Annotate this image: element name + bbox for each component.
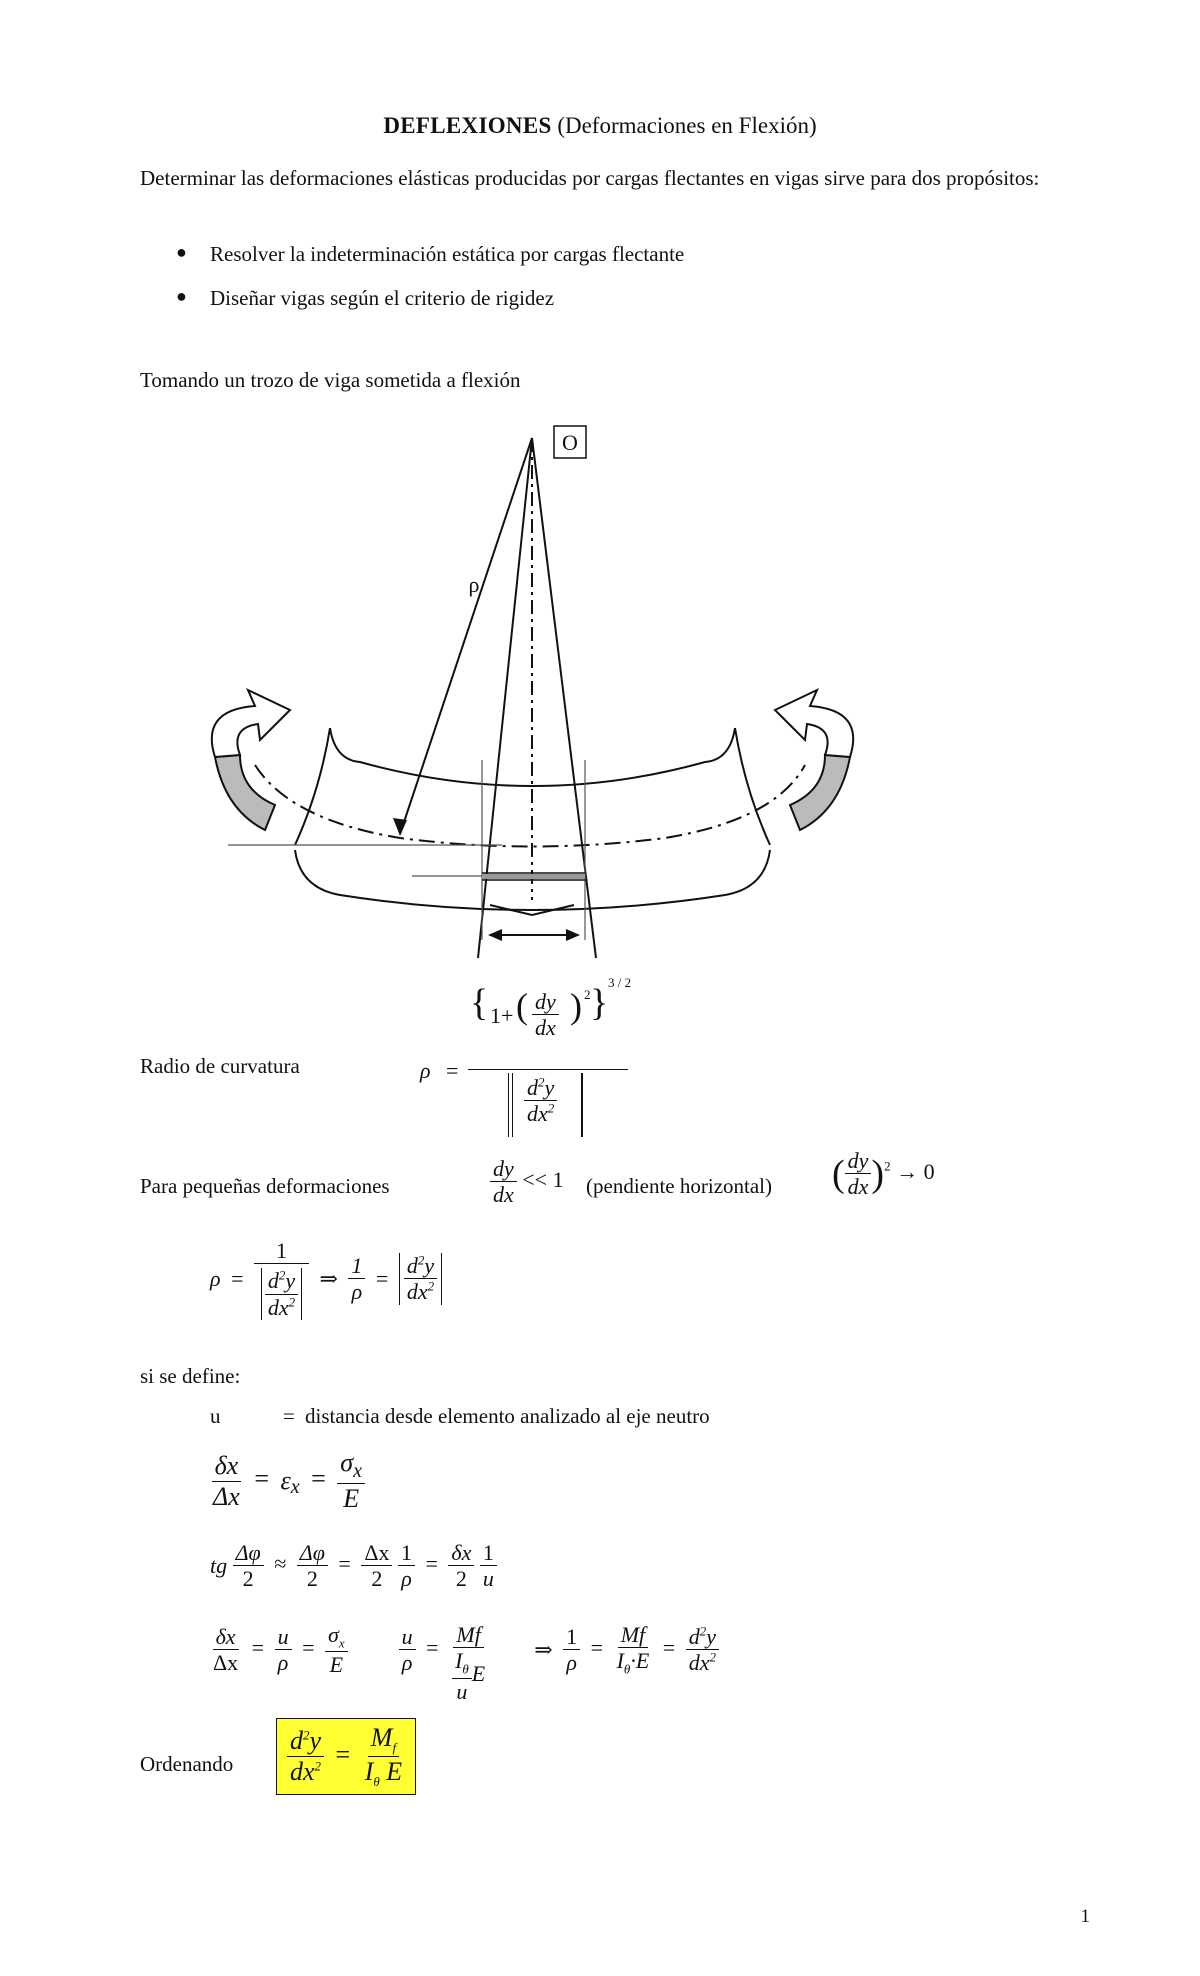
norm-bar-outer-right (582, 1073, 583, 1137)
small-def-dydx: $\frac{dy}{dx}$ (490, 1156, 517, 1208)
relation-formula: $\frac{\delta x}{\Delta x}$ = $\frac{u}{\rho}$ = $\frac{\sigma_x}{E}$ $\frac{u}{\rho}$ = Mf $\frac{I_\theta}{u}$ E ⇒ $\frac{1}{\rho}$ = $\frac{Mf}{I_\theta\cdot E}$ = $\frac{d^2y}{dx^2}$ (210, 1622, 719, 1704)
bullet-dot-icon: ● (176, 286, 187, 306)
paren-close-icon: ) (570, 986, 582, 1026)
small-def-condition (490, 1156, 564, 1208)
curvature-equals: = (446, 1058, 459, 1083)
paren-close-icon: ) (871, 1152, 885, 1195)
curvature-label: Radio de curvatura (140, 1054, 300, 1078)
limit-dydx: $\frac{dy}{dx}$ (845, 1148, 872, 1200)
neutral-axis (255, 765, 805, 847)
element-strip (483, 874, 584, 879)
paren-open-icon: ( (832, 1152, 845, 1195)
moment-arrow-right (775, 690, 853, 830)
bullet-text: Resolver la indeterminación estática por cargas flectante (210, 242, 685, 266)
small-def-cond: << 1 (522, 1166, 564, 1192)
curvature-one-plus: 1+ (490, 1003, 514, 1028)
curvature-rho: ρ (420, 1058, 431, 1083)
curvature-d2ydx2: $\frac{d^2y}{dx^2}$ (524, 1075, 557, 1127)
small-def-note: (pendiente horizontal) (586, 1174, 773, 1198)
curvature-exp: 3 / 2 (608, 975, 632, 990)
brace-close-icon: } (590, 982, 609, 1024)
curvature-fraction-bar (468, 1069, 628, 1070)
bullet-text: Diseñar vigas según el criterio de rigidez (210, 286, 555, 310)
brace-open-icon: { (470, 982, 489, 1024)
dimension-arrow-left (488, 929, 502, 941)
page-title (0, 113, 1200, 139)
curvature-dydx: $\frac{dy}{dx}$ (532, 989, 559, 1041)
curvature-sq: 2 (584, 987, 591, 1002)
origin-label: O (562, 430, 578, 455)
small-def-limit (832, 1148, 935, 1200)
page-number: 1 (1080, 1906, 1090, 1927)
beam-right-end (735, 728, 770, 845)
rho-arrow-head (393, 818, 407, 836)
moment-arrow-left (212, 690, 290, 830)
define-desc: distancia desde elemento analizado al eje neutro (305, 1404, 710, 1428)
final-label: Ordenando (140, 1752, 234, 1776)
tangent-formula: tg $\frac{\Delta\varphi}{2}$ ≈ $\frac{\Delta\varphi}{2}$ = $\frac{\Delta x}{2}$ $\frac{1}{\rho}$ = $\frac{\delta x}{2}$ $\frac{1}{u}$ (210, 1540, 497, 1592)
diagram-intro: Tomando un trozo de viga sometida a flexión (140, 368, 521, 392)
title-main: DEFLEXIONES (383, 113, 552, 138)
strain-formula: $\frac{\delta x}{\Delta x}$ = $\varepsilon_x$ = $\frac{\sigma_x}{E}$ (210, 1448, 365, 1514)
define-label: si se define: (140, 1364, 241, 1388)
limit-sq: 2 (884, 1158, 891, 1174)
rho-one-over: $\frac{1}{\frac{d^2y}{dx^2}}$ (254, 1238, 309, 1320)
define-equals: = (283, 1404, 295, 1428)
define-var: u (210, 1404, 221, 1428)
intro-paragraph: Determinar las deformaciones elásticas producidas por cargas flectantes en vigas sirve para dos propósitos: (140, 166, 1040, 190)
dimension-arrow-right (566, 929, 580, 941)
limit-arrow: → 0 (896, 1158, 935, 1184)
norm-bar-outer-left (508, 1073, 509, 1137)
paren-open-icon: ( (516, 986, 528, 1026)
beam-left-end (295, 728, 330, 845)
final-formula-highlight: $\frac{d^2y}{dx^2}$ = $\frac{M_f}{I_\theta E}$ (276, 1718, 416, 1795)
small-def-label: Para pequeñas deformaciones (140, 1174, 390, 1198)
beam-diagram (0, 410, 1200, 970)
bullet-dot-icon: ● (176, 242, 187, 262)
title-subtitle: (Deformaciones en Flexión) (557, 113, 817, 138)
rho-simplified-formula: ρ = $\frac{1}{\frac{d^2y}{dx^2}}$ ⇒ $\frac{1}{\rho}$ = $\frac{d^2y}{dx^2}$ (210, 1238, 442, 1320)
rho-label: ρ (468, 572, 480, 597)
